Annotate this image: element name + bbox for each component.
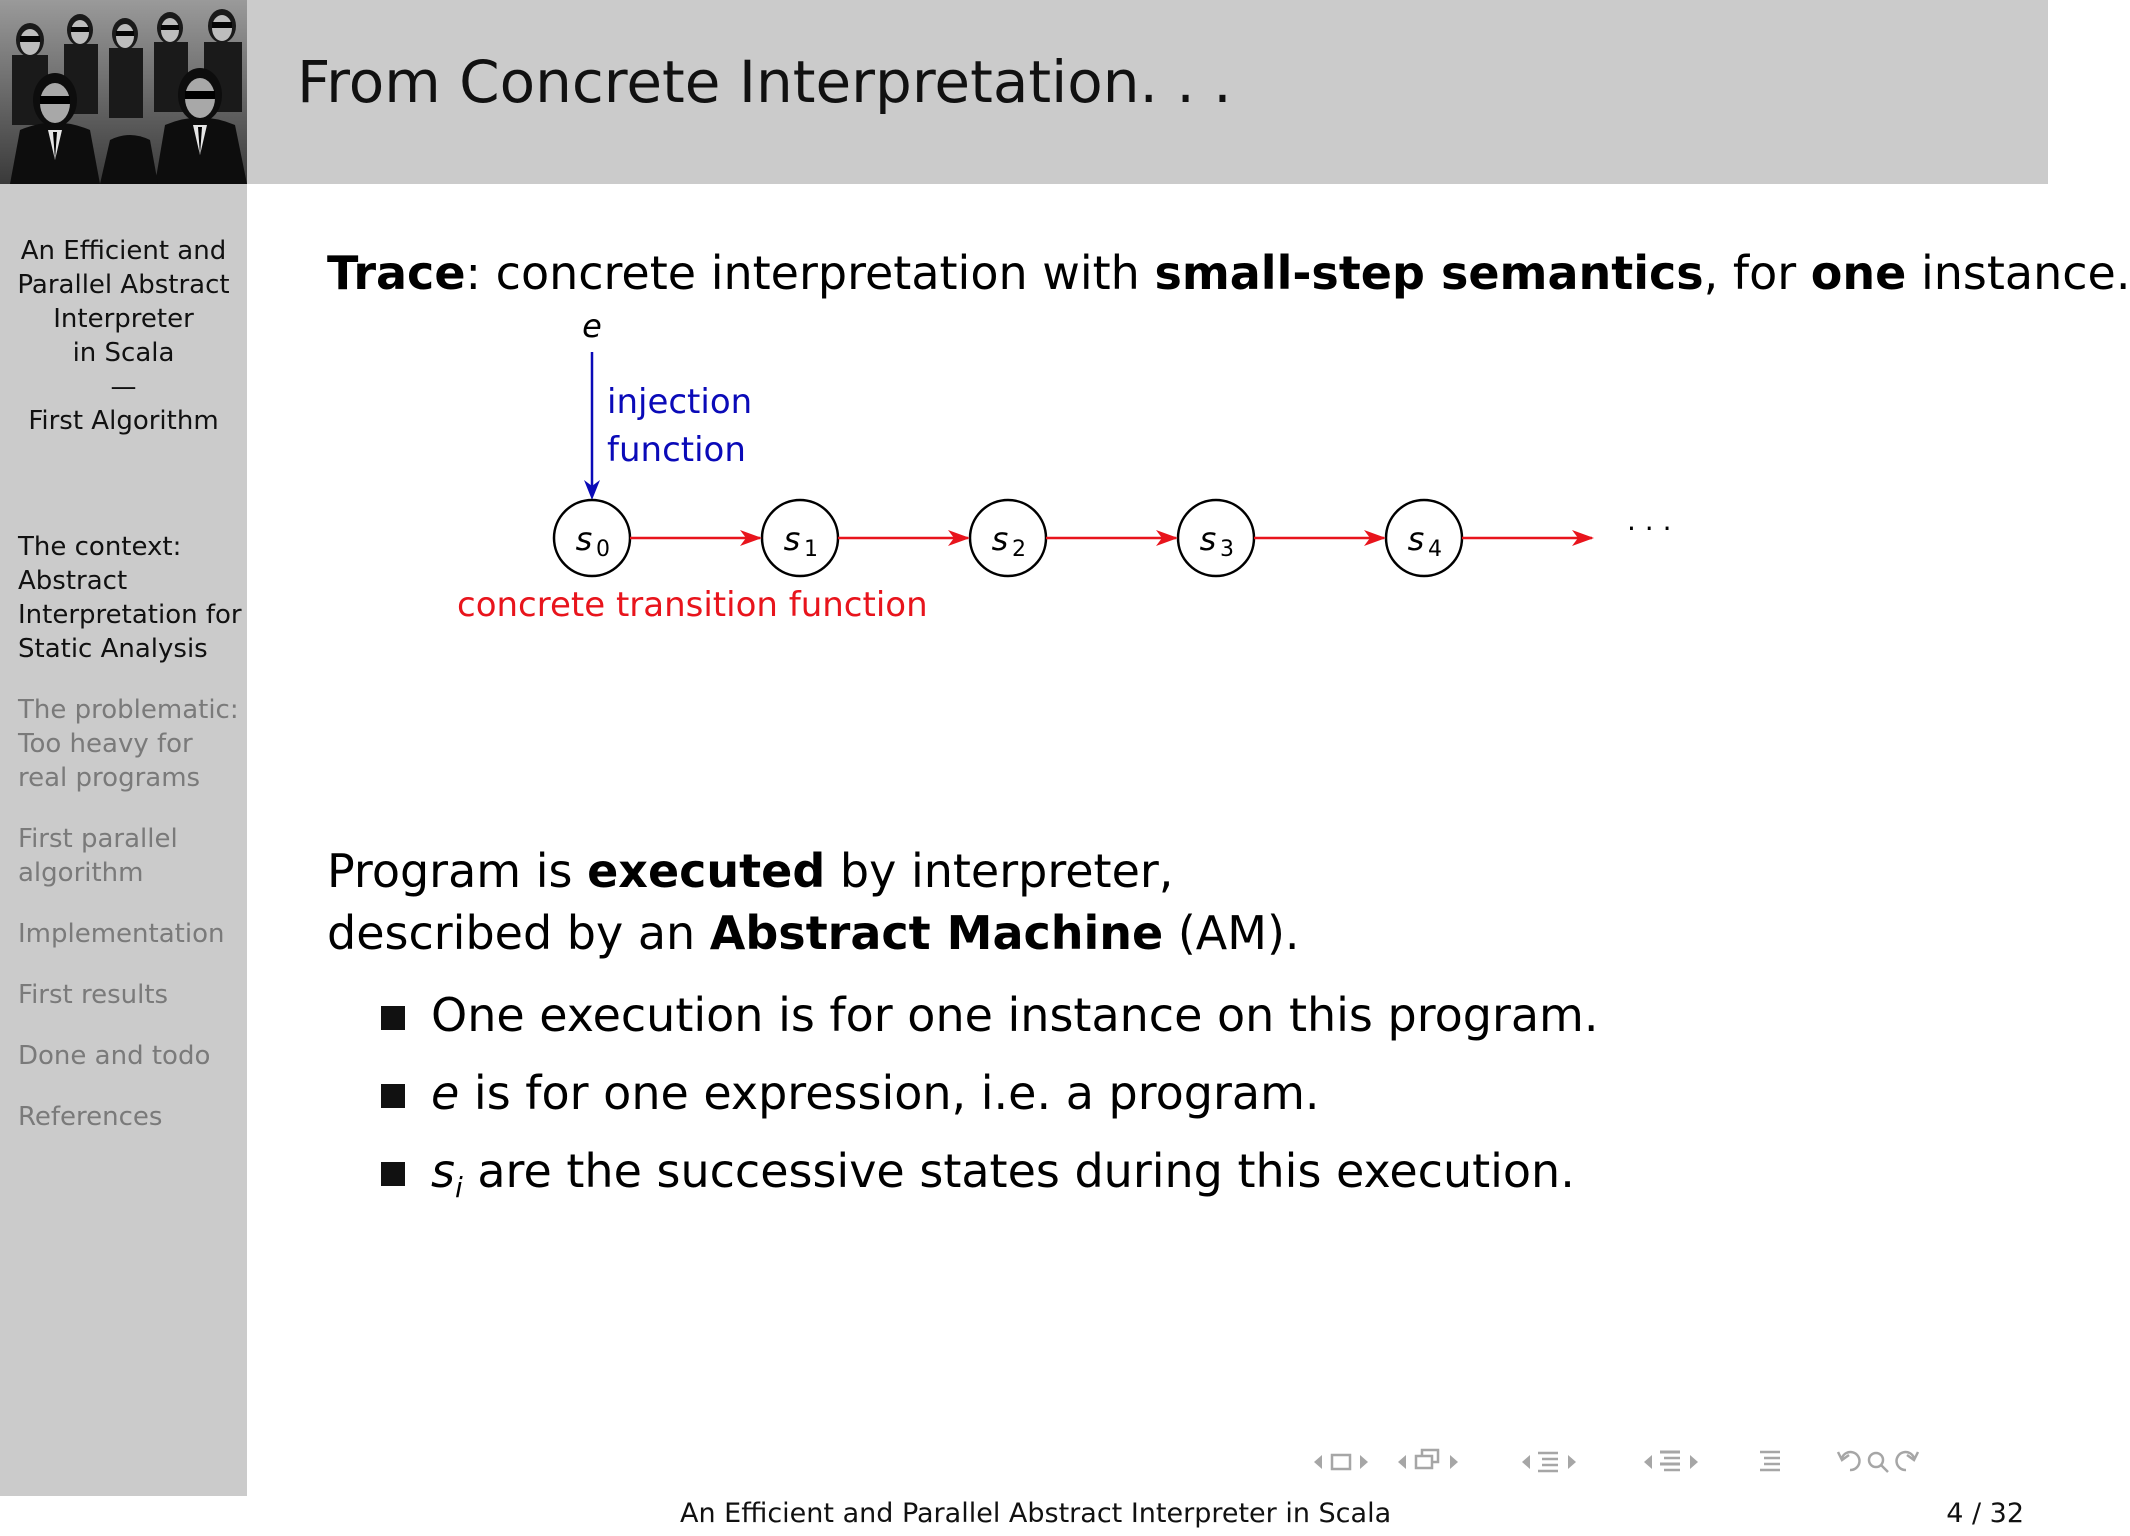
toc-item-first-parallel-algorithm[interactable]	[18, 822, 246, 890]
subsection-nav-icon[interactable]	[1398, 1450, 1458, 1469]
header-bar	[247, 0, 2048, 184]
toc-item-label: References	[18, 1102, 163, 1132]
transition-label: concrete transition function	[457, 585, 928, 625]
state-subscript: 0	[596, 537, 610, 562]
people-photo-image	[0, 0, 247, 184]
bullet-square-icon	[381, 1084, 405, 1108]
sidebar	[0, 184, 247, 1496]
footer	[0, 1496, 2048, 1536]
bullet-italic: e	[431, 1066, 460, 1120]
toc-item-label: The context:	[18, 532, 182, 562]
trace-text: : concrete interpretation with	[465, 246, 1155, 300]
navigation-bar	[1310, 1442, 2040, 1482]
program-bold-executed: executed	[587, 844, 826, 898]
section-nav-icon[interactable]	[1522, 1453, 1576, 1471]
bullet-item	[381, 1062, 1598, 1140]
toc-item-context[interactable]	[18, 530, 246, 666]
state-subscript: 3	[1220, 537, 1234, 562]
program-text: described by an	[327, 906, 710, 960]
frame-nav-icon[interactable]	[1314, 1455, 1368, 1469]
state-subscript: 1	[804, 537, 818, 562]
toc-item-label: real programs	[18, 763, 201, 793]
state-label: s	[783, 520, 801, 558]
undo-icon[interactable]	[1838, 1452, 1859, 1470]
state-subscript: 4	[1428, 537, 1442, 562]
ellipsis: · · ·	[1627, 512, 1672, 545]
frame-title: From Concrete Interpretation. . .	[297, 48, 1232, 116]
bullet-text: One execution is for one instance on this program.	[431, 988, 1599, 1042]
input-expression-label: e	[582, 307, 602, 345]
toc-item-implementation[interactable]	[18, 917, 246, 951]
toc-item-label: Done and todo	[18, 1041, 211, 1071]
sidebar-title-line: Parallel Abstract	[17, 270, 230, 300]
sidebar-title-line: Interpreter	[53, 304, 194, 334]
toc-item-label: Abstract	[18, 566, 128, 596]
program-line	[327, 840, 1300, 902]
state-label: s	[991, 520, 1009, 558]
bullet-item	[381, 1140, 1598, 1218]
trace-text: instance.	[1906, 246, 2130, 300]
bullet-italic: s	[431, 1144, 455, 1198]
toc-item-problematic[interactable]	[18, 693, 246, 795]
part-nav-icon[interactable]	[1644, 1452, 1698, 1470]
toc-item-done-and-todo[interactable]	[18, 1039, 246, 1073]
program-bold-abstract-machine: Abstract Machine	[709, 906, 1164, 960]
toc-item-label: Static Analysis	[18, 634, 208, 664]
header-photo	[0, 0, 247, 184]
sidebar-title-line: —	[110, 372, 137, 402]
toc-item-label: The problematic:	[18, 695, 239, 725]
bullet-list	[381, 984, 1598, 1218]
outline-icon[interactable]	[1760, 1452, 1780, 1470]
bullet-square-icon	[381, 1162, 405, 1186]
sidebar-title-line: First Algorithm	[28, 406, 219, 436]
program-text: (AM).	[1163, 906, 1300, 960]
footer-presentation-title: An Efficient and Parallel Abstract Interpreter in Scala	[680, 1498, 1392, 1529]
state-label: s	[575, 520, 593, 558]
trace-bold-word: Trace	[327, 246, 466, 300]
toc-item-references[interactable]	[18, 1100, 246, 1134]
trace-bold-semantics: small-step semantics	[1154, 246, 1704, 300]
program-paragraph	[327, 840, 1300, 964]
toc-item-label: Implementation	[18, 919, 225, 949]
sidebar-presentation-title[interactable]	[0, 234, 247, 438]
state-node	[1386, 500, 1462, 576]
state-node	[1178, 500, 1254, 576]
bullet-text: is for one expression, i.e. a program.	[459, 1066, 1320, 1120]
state-label: s	[1199, 520, 1217, 558]
trace-diagram	[247, 184, 2048, 684]
redo-icon[interactable]	[1897, 1452, 1918, 1470]
sidebar-toc	[18, 530, 246, 1161]
program-line	[327, 902, 1300, 964]
toc-item-label: Interpretation for	[18, 600, 242, 630]
toc-item-first-results[interactable]	[18, 978, 246, 1012]
state-node	[554, 500, 630, 576]
sidebar-title-line: An Efficient and	[20, 236, 227, 266]
program-text: Program is	[327, 844, 588, 898]
state-node	[762, 500, 838, 576]
state-label: s	[1407, 520, 1425, 558]
bullet-italic-subscript: i	[454, 1171, 463, 1205]
footer-page-number: 4 / 32	[1946, 1498, 2024, 1529]
injection-label: injection	[607, 382, 753, 422]
state-node	[970, 500, 1046, 576]
search-icon[interactable]	[1869, 1453, 1888, 1472]
toc-item-label: algorithm	[18, 858, 144, 888]
trace-text: , for	[1703, 246, 1811, 300]
toc-item-label: Too heavy for	[18, 729, 193, 759]
injection-label: function	[607, 430, 746, 470]
state-subscript: 2	[1012, 537, 1026, 562]
toc-item-label: First parallel	[18, 824, 178, 854]
trace-bold-one: one	[1810, 246, 1907, 300]
slide-content	[247, 184, 2130, 1496]
program-text: by interpreter,	[825, 844, 1174, 898]
bullet-text: are the successive states during this execution.	[462, 1144, 1575, 1198]
bullet-square-icon	[381, 1006, 405, 1030]
sidebar-title-line: in Scala	[72, 338, 175, 368]
toc-item-label: First results	[18, 980, 169, 1010]
bullet-item	[381, 984, 1598, 1062]
